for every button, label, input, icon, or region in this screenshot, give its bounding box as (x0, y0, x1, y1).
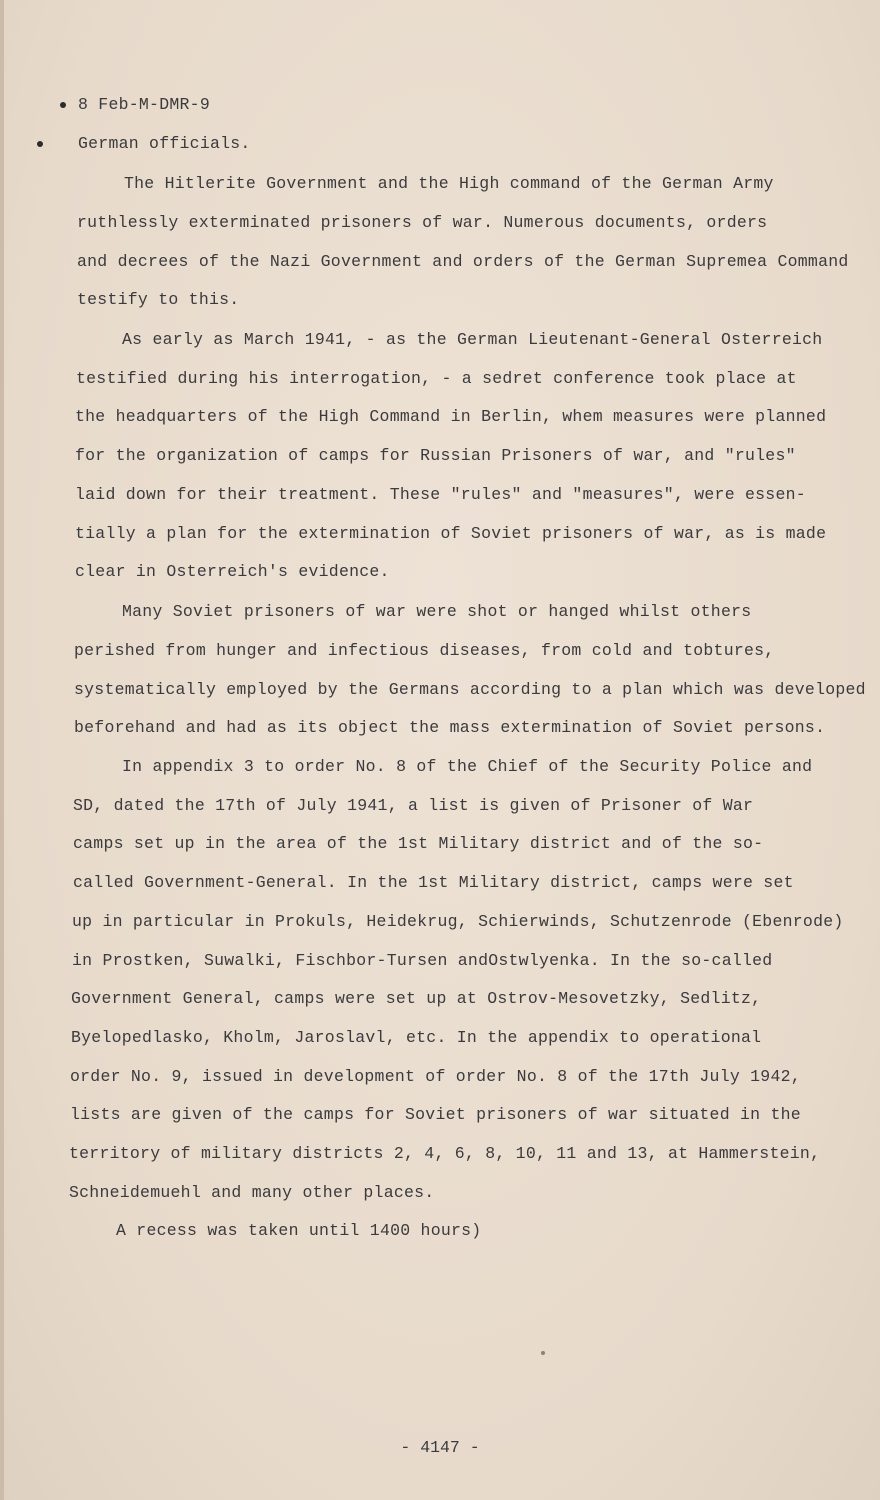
margin-mark (37, 141, 43, 147)
text-line: perished from hunger and infectious diseases, from cold and tobtures, (74, 641, 775, 660)
text-line: As early as March 1941, - as the German Lieutenant-General Osterreich (122, 330, 823, 349)
page-edge (0, 0, 4, 1500)
text-line: called Government-General. In the 1st Military district, camps were set (73, 873, 794, 892)
text-line: SD, dated the 17th of July 1941, a list is given of Prisoner of War (73, 796, 754, 815)
text-line: testified during his interrogation, - a sedret conference took place at (76, 369, 797, 388)
text-line: A recess was taken until 1400 hours) (116, 1221, 482, 1240)
text-line: laid down for their treatment. These "rules" and "measures", were essen- (75, 485, 806, 504)
text-line: Schneidemuehl and many other places. (69, 1183, 435, 1202)
text-line: in Prostken, Suwalki, Fischbor-Tursen andOstwlyenka. In the so-called (72, 951, 773, 970)
text-line: territory of military districts 2, 4, 6, 8, 10, 11 and 13, at Hammerstein, (69, 1144, 821, 1163)
page-number: - 4147 - (400, 1438, 480, 1457)
document-reference: 8 Feb-M-DMR-9 (78, 95, 210, 114)
text-line: and decrees of the Nazi Government and orders of the German Supremea Command (77, 252, 849, 271)
text-line: Government General, camps were set up at Ostrov-Mesovetzky, Sedlitz, (71, 989, 762, 1008)
text-line: ruthlessly exterminated prisoners of war. Numerous documents, orders (77, 213, 768, 232)
text-line: systematically employed by the Germans according to a plan which was developed (74, 680, 866, 699)
text-line: camps set up in the area of the 1st Military district and of the so- (73, 834, 764, 853)
text-line: German officials. (78, 134, 251, 153)
text-line: lists are given of the camps for Soviet prisoners of war situated in the (70, 1105, 801, 1124)
text-line: Byelopedlasko, Kholm, Jaroslavl, etc. In the appendix to operational (71, 1028, 762, 1047)
text-line: up in particular in Prokuls, Heidekrug, Schierwinds, Schutzenrode (Ebenrode) (72, 912, 844, 931)
text-line: beforehand and had as its object the mass extermination of Soviet persons. (74, 718, 826, 737)
margin-mark (60, 102, 66, 108)
text-line: order No. 9, issued in development of order No. 8 of the 17th July 1942, (70, 1067, 801, 1086)
text-line: testify to this. (77, 290, 240, 309)
text-line: the headquarters of the High Command in Berlin, whem measures were planned (75, 407, 827, 426)
text-line: Many Soviet prisoners of war were shot or hanged whilst others (122, 602, 752, 621)
text-line: In appendix 3 to order No. 8 of the Chief of the Security Police and (122, 757, 813, 776)
text-line: tially a plan for the extermination of Soviet prisoners of war, as is made (75, 524, 827, 543)
text-line: for the organization of camps for Russian Prisoners of war, and "rules" (75, 446, 796, 465)
text-line: clear in Osterreich's evidence. (75, 562, 390, 581)
text-line: The Hitlerite Government and the High command of the German Army (124, 174, 774, 193)
paper-speck (541, 1351, 545, 1355)
